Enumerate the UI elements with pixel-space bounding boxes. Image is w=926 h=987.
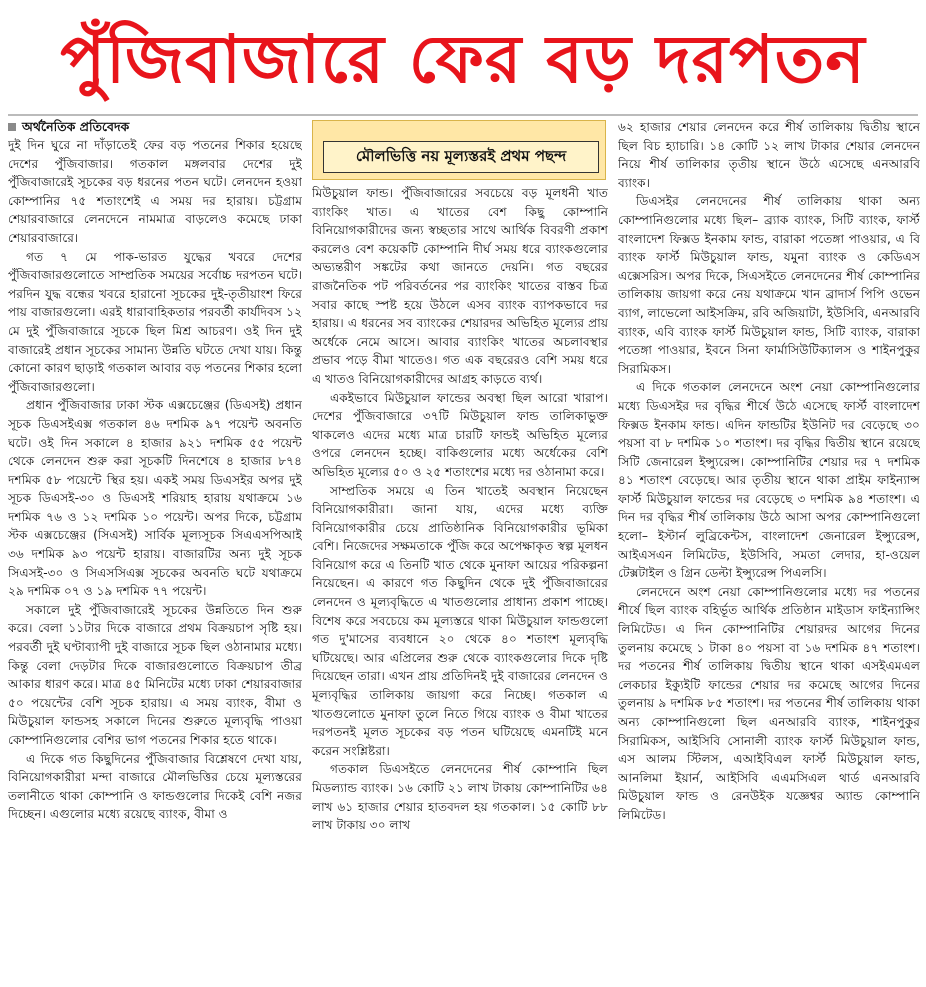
paragraph: একইভাবে মিউচুয়াল ফান্ডের অবস্থা ছিল আরো খারাপ। দেশের পুঁজিবাজারে ৩৭টি মিউচুয়াল ফান্ড তালিকাভুক্ত থাকলেও এদের মধ্যে মাত্র চারটি ফান্ডই অভিহিত মূল্যের ওপরে লেনদেন হচ্ছে। বাকিগুলোর মধ্যে অর্ধেকের বেশি অভিহিত মূল্যের ৫০ ও ২৫ শতাংশের মধ্যে দর ওঠানামা করে। bbox=[312, 390, 608, 479]
paragraph: ৬২ হাজার শেয়ার লেনদেন করে শীর্ষ তালিকায় দ্বিতীয় স্থানে ছিল বিচ হ্যাচারি। ১৪ কোটি ১২ লাখ টাকার শেয়ার লেনদেন নিয়ে শীর্ষ তালিকার তৃতীয় স্থানে উঠে এসেছে এনআরবি ব্যাংক। bbox=[618, 120, 920, 190]
paragraph: ডিএসইর লেনদেনের শীর্ষ তালিকায় থাকা অন্য কোম্পানিগুলোর মধ্যে ছিল– ব্র্যাক ব্যাংক, সিটি ব্যাংক, ফার্স্ট বাংলাদেশ ফিক্সড ইনকাম ফান্ড, বারাকা পতেঙ্গা পাওয়ার, এ বি ব্যাংক ফার্স্ট মিউচুয়াল ফান্ড, যমুনা ব্যাংক ও কেডিএস এক্সেসরিস। অপর দিকে, সিএসইতে লেনদেনের শীর্ষ কোম্পানির তালিকায় জায়গা করে নেয় যথাক্রমে খান ব্রাদার্স পিপি ওভেন ব্যাগ, লাভেলো আইসক্রিম, রবি অজিয়াটা, ইউসিবি, এনআরবি ব্যাংক, এবি ব্যাংক ফার্স্ট মিউচুয়াল ফান্ড, সিটি ব্যাংক, বারাকা পতেঙ্গা পাওয়ার, ইবনে সিনা ফার্মাসিউটিক্যালস ও শাইনপুকুর সিরামিকস। bbox=[618, 194, 920, 376]
paragraph: মিউচুয়াল ফান্ড। পুঁজিবাজারের সবচেয়ে বড় মূলধনী খাত ব্যাংকিং খাত। এ খাতের বেশ কিছু কোম্পানি বিনিয়োগকারীদের জন্য স্বচ্ছতার সাথে আর্থিক বিবরণী প্রকাশ করলেও বেশ কয়েকটি কোম্পানি দীর্ঘ সময় ধরে ব্যাংকগুলোর অভ্যন্তরীণ সঙ্কটের কথা জানতে দেয়নি। গত বছরের রাজনৈতিক পট পরিবর্তনের পর ব্যাংকিং খাতের বাস্তব চিত্র সবার কাছে স্পষ্ট হয়ে উঠলে এসব ব্যাংক ব্যাপকভাবে দর হারায়। এ ধরনের সব ব্যাংকের শেয়ারদর অভিহিত মূল্যের প্রায় অর্ধেকে নেমে আসে। আবার ব্যাংকিং খাতের অচলাবস্থার প্রভাব পড়ে বীমা খাতেও। গত এক বছরেরও বেশি সময় ধরে এ খাতও বিনিয়োগকারীদের আগ্রহ কাড়তে ব্যর্থ। bbox=[312, 186, 608, 386]
subheadline: মৌলভিত্তি নয় মূল্যস্তরই প্রথম পছন্দ bbox=[323, 141, 599, 173]
paragraph: সাম্প্রতিক সময়ে এ তিন খাতেই অবস্থান নিয়েছেন বিনিয়োগকারীরা। জানা যায়, এদের মধ্যে ব্যক্তি বিনিয়োগকারীর চেয়ে প্রাতিষ্ঠানিক বিনিয়োগকারীর ভূমিকা বেশি। নিজেদের সক্ষমতাকে পুঁজি করে অপেক্ষাকৃত স্বল্প মূলধন বিনিয়োগ করে এ তিনটি খাত থেকে মুনাফা আয়ের পরিকল্পনা নিয়েছেন। এ কারণে গত কিছুদিন থেকে দুই পুঁজিবাজারের লেনদেন ও মূল্যবৃদ্ধিতে এ খাতগুলোর প্রাধান্য প্রকাশ পাচ্ছে। বিশেষ করে সবচেয়ে কম মূল্যস্তরে থাকা মিউচুয়াল ফান্ডগুলো গত দু'মাসের ব্যবধানে ২০ থেকে ৪০ শতাংশ মূল্যবৃদ্ধি ঘটিয়েছে। আর এপ্রিলের শুরু থেকে ব্যাংকগুলোর দিকে দৃষ্টি দিয়েছেন তারা। এখন প্রায় প্রতিদিনই দুই বাজারের লেনদেন ও মূল্যবৃদ্ধির তালিকায় জায়গা করে নিচ্ছে। গতকাল এ খাতগুলোতে মুনাফা তুলে নিতে গিয়ে ব্যাংক ও বীমা খাতের দরপতনই মূলত সূচকের বড় পতন ঘটিয়েছে এমনটিই মনে করেন সংশ্লিষ্টরা। bbox=[312, 483, 608, 758]
byline bbox=[8, 118, 302, 136]
paragraph: এ দিকে গত কিছুদিনের পুঁজিবাজার বিশ্লেষণে দেখা যায়, বিনিয়োগকারীরা মন্দা বাজারে মৌলভিত্তির চেয়ে মূল্যস্তরের তলানীতে থাকা কোম্পানি ও ফান্ডগুলোর দিকেই বেশি নজর দিচ্ছেন। এগুলোর মধ্যে রয়েছে ব্যাংক, বীমা ও bbox=[8, 751, 302, 822]
headline: পুঁজিবাজারে ফের বড় দরপতন bbox=[60, 21, 866, 98]
byline-text: অর্থনৈতিক প্রতিবেদক bbox=[22, 119, 130, 134]
headline-divider bbox=[8, 114, 918, 116]
paragraph: সকালে দুই পুঁজিবাজারেই সূচকের উন্নতিতে দিন শুরু করে। বেলা ১১টার দিকে বাজারে প্রথম বিক্রয়চাপ সৃষ্টি হয়। পরবর্তী দুই ঘণ্টাব্যাপী দুই বাজারে সূচক ছিল ওঠানামার মধ্যে। কিন্তু বেলা দেড়টার দিকে বাজারগুলোতে বিক্রয়চাপ তীব্র আকার ধারণ করে। মাত্র ৪৫ মিনিটের মধ্যে ঢাকা শেয়ারবাজার ৫০ পয়েন্টের বেশি সূচক হারায়। এ সময় ব্যাংক, বীমা ও মিউচুয়াল ফান্ডসহ সকালে দিনের শুরুতে মূল্যবৃদ্ধি পাওয়া কোম্পানিগুলোর বেশির ভাগ পতনের শিকার হতে থাকে। bbox=[8, 602, 302, 747]
square-bullet-icon bbox=[8, 123, 16, 131]
article-column-2 bbox=[312, 118, 608, 981]
paragraph: লেনদেনে অংশ নেয়া কোম্পানিগুলোর মধ্যে দর পতনের শীর্ষে ছিল ব্যাংক বহির্ভূত আর্থিক প্রতিষ্ঠান মাইডাস ফাইন্যান্সিং লিমিটেড। এ দিন কোম্পানিটির শেয়ারদর আগের দিনের তুলনায় কমেছে ১ টাকা ৪০ পয়সা বা ১৬ দশমিক ৪৭ শতাংশ। দর পতনের শীর্ষ তালিকায় দ্বিতীয় স্থানে থাকা এসইএমএল লেকচার ইক্যুইটি ফান্ডের শেয়ার দর কমেছে আগের দিনের তুলনায় ৯ দশমিক ৮৫ শতাংশ। দর পতনের শীর্ষ তালিকায় থাকা অন্য কোম্পানিগুলো ছিল এনআরবি ব্যাংক, শাইনপুকুর সিরামিকস, আইসিবি সোনালী ব্যাংক ফার্স্ট মিউচুয়াল ফান্ড, এস আলম স্টিলস, এআইবিএল ফার্স্ট মিউচুয়াল ফান্ড, আনলিমা ইয়ার্ন, আইসিবি এএমসিএল থার্ড এনআরবি মিউচুয়াল ফান্ড ও রেনউইক যজ্ঞেশ্বর অ্যান্ড কোম্পানি লিমিটেড। bbox=[618, 584, 920, 822]
column-2-body bbox=[312, 184, 608, 981]
paragraph: এ দিকে গতকাল লেনদেনে অংশ নেয়া কোম্পানিগুলোর মধ্যে ডিএসইর দর বৃদ্ধির শীর্ষে উঠে এসেছে ফার্স্ট বাংলাদেশ ফিক্সড ইনকাম ফান্ড। এদিন ফান্ডটির ইউনিট দর বেড়েছে ৩০ পয়সা বা ৮ দশমিক ১০ শতাংশ। দর বৃদ্ধির দ্বিতীয় স্থানে রয়েছে সিটি জেনারেল ইন্স্যুরেন্স। কোম্পানিটির শেয়ার দর ৭ দশমিক ৪১ শতাংশ বেড়েছে। আর তৃতীয় স্থানে থাকা প্রাইম ফাইন্যান্স ফার্স্ট মিউচুয়াল ফান্ডের দর বেড়েছে ৩ দশমিক ৯৪ শতাংশ। এ দিন দর বৃদ্ধির শীর্ষ তালিকায় উঠে আসা অপর কোম্পানিগুলো হলো– ইস্টার্ন লুব্রিকেন্টস, বাংলাদেশ জেনারেল ইন্স্যুরেন্স, আইএসএন লিমিটেড, ইউসিবি, সমতা লেদার, হা-ওয়েল টেক্সটাইল ও গ্রিন ডেল্টা ইন্স্যুরেন্স পিএলসি। bbox=[618, 380, 920, 581]
paragraph: গতকাল ডিএসইতে লেনদেনের শীর্ষ কোম্পানি ছিল মিডল্যান্ড ব্যাংক। ১৬ কোটি ২১ লাখ টাকায় কোম্পানিটির ৬৪ লাখ ৬১ হাজার শেয়ার হাতবদল হয় গতকাল। ১৫ কোটি ৮৮ লাখ টাকায় ৩০ লাখ bbox=[312, 762, 608, 833]
paragraph: গত ৭ মে পাক-ভারত যুদ্ধের খবরে দেশের পুঁজিবাজারগুলোতে সাম্প্রতিক সময়ের সর্বোচ্চ দরপতন ঘটে। পরদিন যুদ্ধ বন্ধের খবরে হারানো সূচকের দুই-তৃতীয়াংশ ফিরে পায় বাজারগুলো। এরই ধারাবাহিকতার পরবর্তী কার্যদিবস ১২ মে দুই পুঁজিবাজারে সূচকে ছিল মিশ্র আচরণ। ওই দিন দুই বাজারেই প্রধান সূচকের সামান্য উন্নতি ঘটতে দেখা যায়। কিন্তু কোনো কারণ ছাড়াই গতকাল আবার বড় পতনের শিকার হলো পুঁজিবাজারগুলো। bbox=[8, 249, 302, 394]
paragraph: প্রধান পুঁজিবাজার ঢাকা স্টক এক্সচেঞ্জের (ডিএসই) প্রধান সূচক ডিএসইএক্স গতকাল ৪৬ দশমিক ৯৭ পয়েন্ট অবনতি ঘটে। ওই দিন সকালে ৪ হাজার ৯২১ দশমিক ৫৫ পয়েন্ট থেকে লেনদেন শুরু করা সূচকটি দিনশেষে ৪ হাজার ৮৭৪ দশমিক ৫৮ পয়েন্টে স্থির হয়। একই সময় ডিএসইর অপর দুই সূচক ডিএসই-৩০ ও ডিএসই শরিয়াহ হারায় যথাক্রমে ১৬ দশমিক ৭৬ ও ১২ দশমিক ১০ পয়েন্ট। অপর দিকে, চট্টগ্রাম স্টক এক্সচেঞ্জের (সিএসই) সার্বিক মূল্যসূচক সিএএসপিআই ৩৬ দশমিক ৯৩ পয়েন্ট হারায়। বাজারটির অন্য দুই সূচক সিএসই-৩০ ও সিএসসিএক্স সূচকের অবনতি ঘটে যথাক্রমে ২৯ দশমিক ০৭ ও ১৯ দশমিক ৭৭ পয়েন্ট। bbox=[8, 398, 302, 599]
article-column-1 bbox=[8, 118, 302, 981]
article-column-3 bbox=[618, 118, 920, 981]
paragraph: দুই দিন ঘুরে না দাঁড়াতেই ফের বড় পতনের শিকার হয়েছে দেশের পুঁজিবাজার। গতকাল মঙ্গলবার দেশের দুই পুঁজিবাজারেই সূচকের বড় ধরনের পতন ঘটে। লেনদেন হওয়া কোম্পানির ৭৫ শতাংশেই এ সময় দর হারায়। চট্টগ্রাম শেয়ারবাজারে লেনদেনে নামমাত্র বাড়লেও কমেছে ঢাকা শেয়ারবাজারে। bbox=[8, 138, 302, 245]
